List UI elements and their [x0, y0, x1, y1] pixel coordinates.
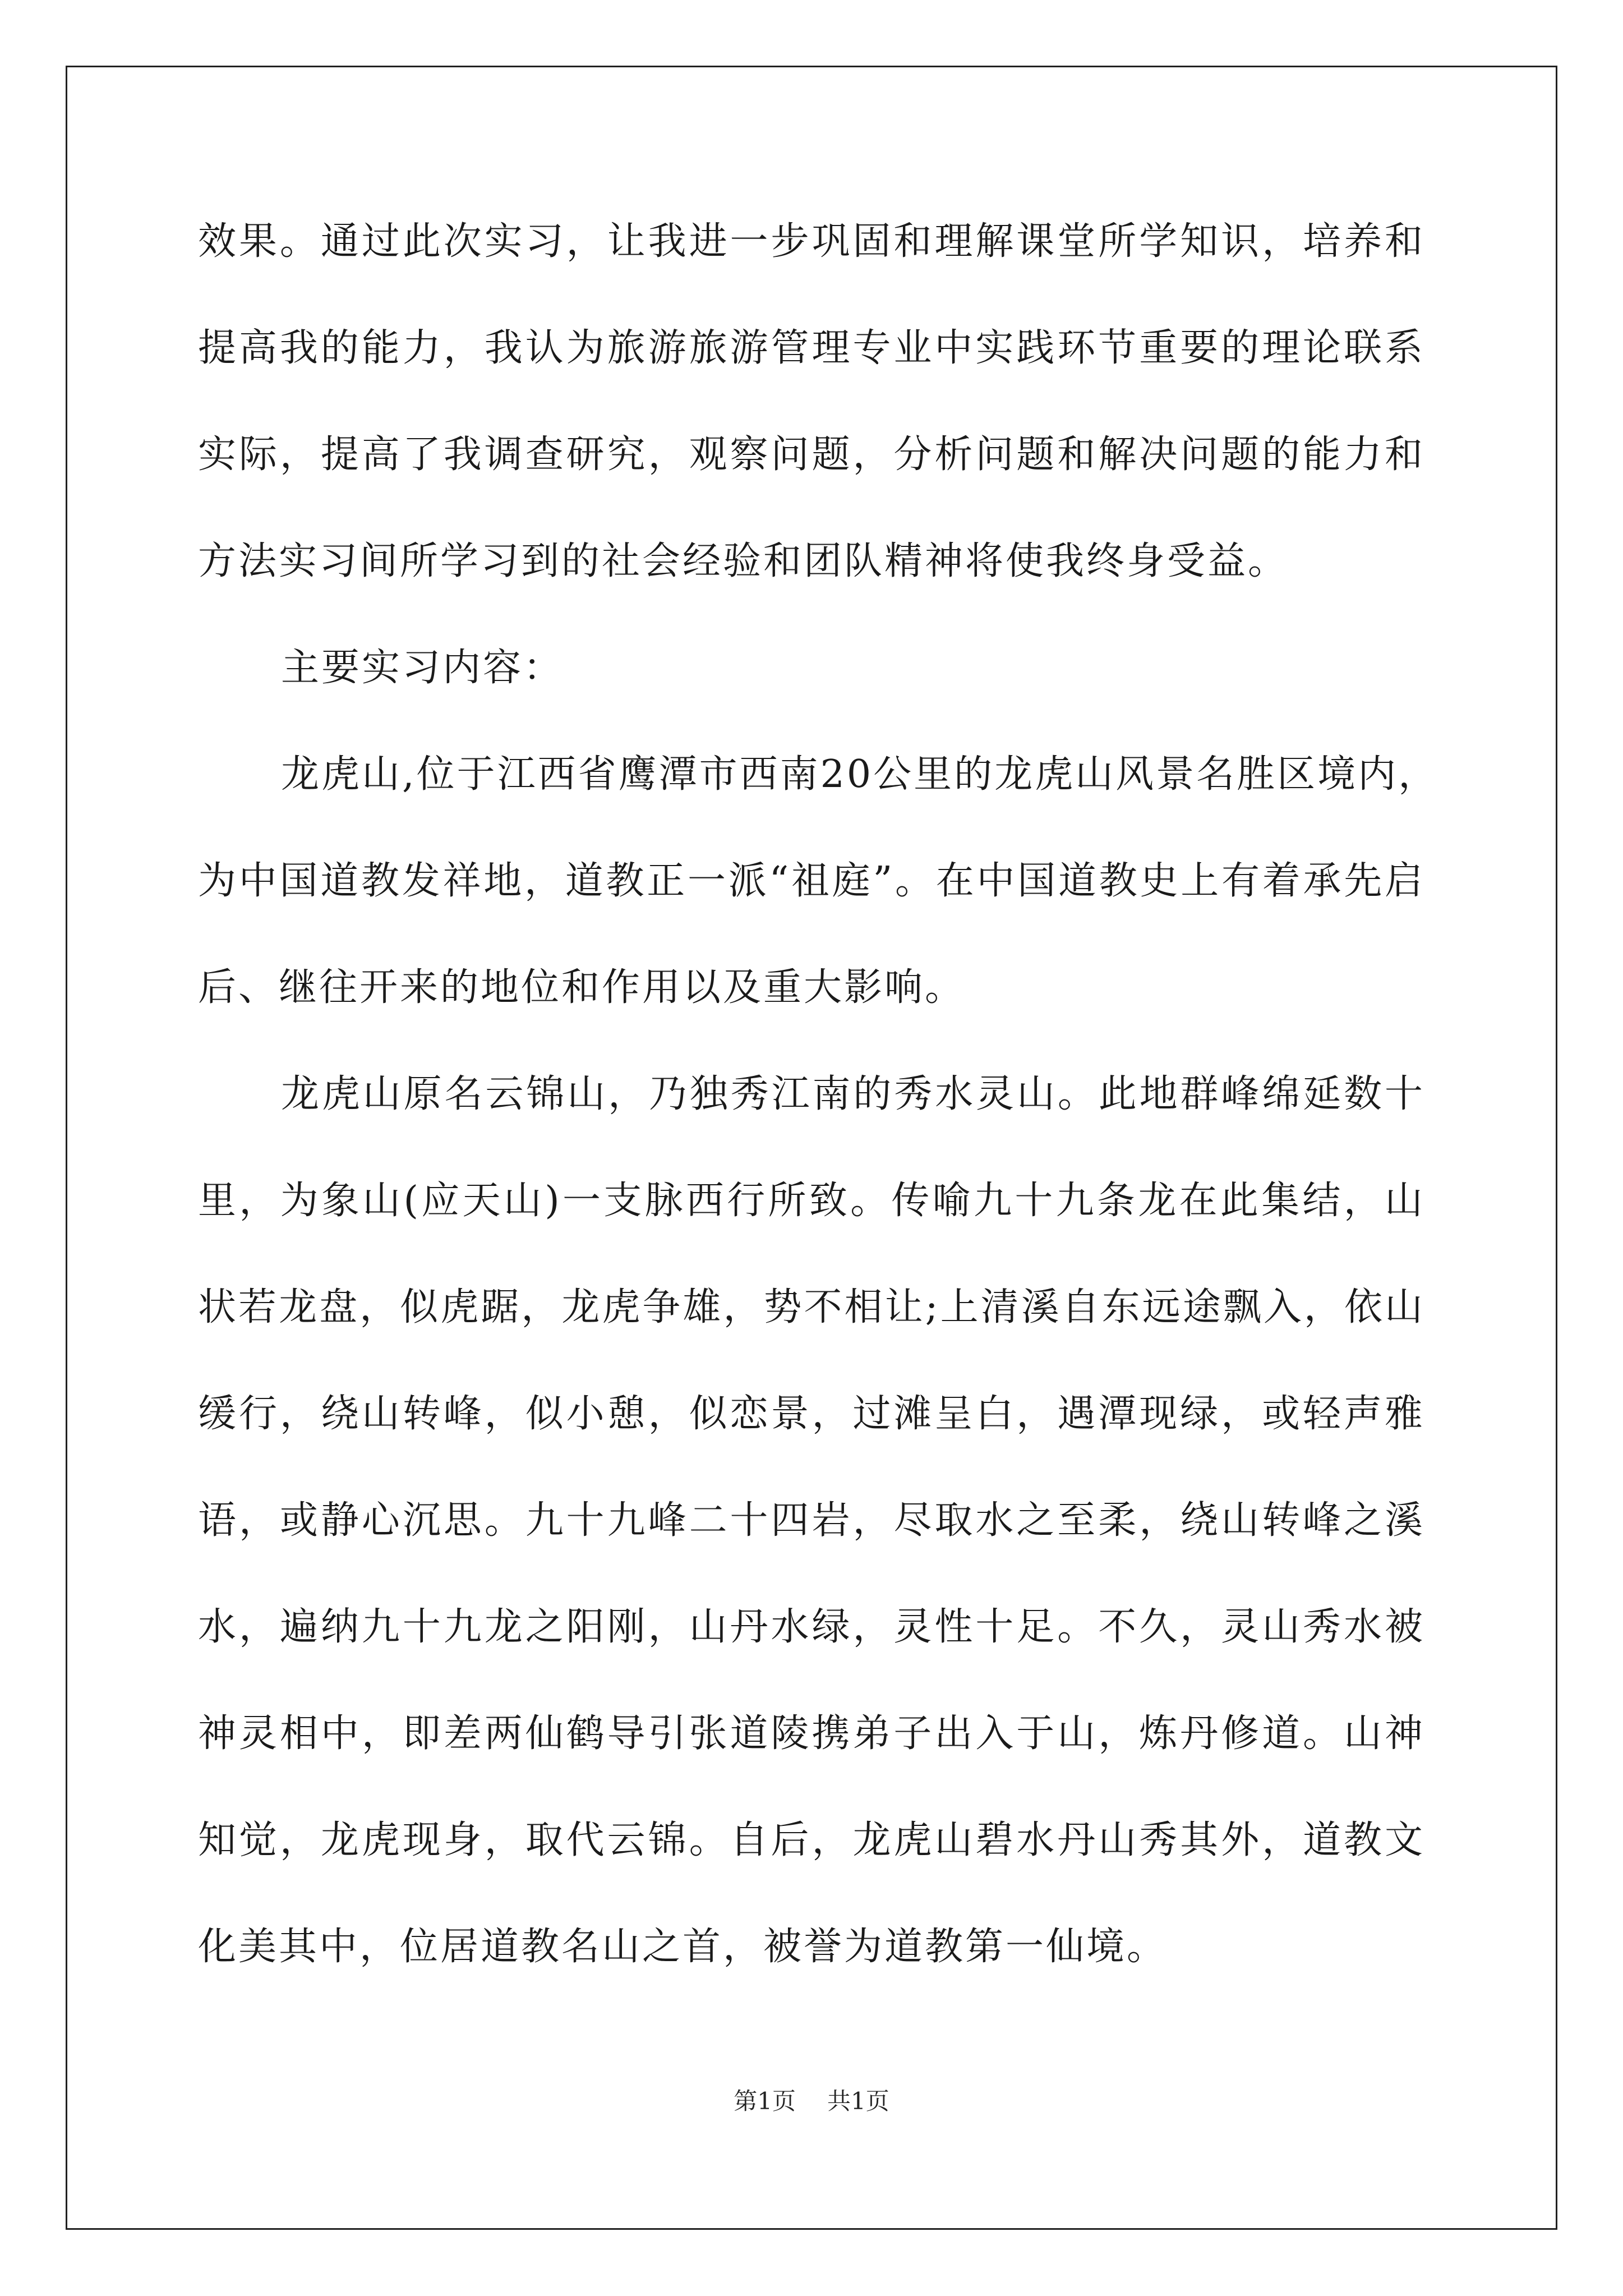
text-line: 龙虎山原名云锦山，乃独秀江南的秀水灵山。此地群峰绵延数十: [281, 1072, 1425, 1116]
page-footer: [0, 2086, 1623, 2117]
text-line: 后、继往开来的地位和作用以及重大影响。: [198, 965, 966, 1010]
text-line: 龙虎山,位于江西省鹰潭市西南20公里的龙虎山风景名胜区境内，: [281, 752, 1439, 797]
text-line: 化美其中，位居道教名山之首，被誉为道教第一仙境。: [198, 1925, 1168, 1969]
text-line: 语，或静心沉思。九十九峰二十四岩，尽取水之至柔，绕山转峰之溪: [198, 1498, 1425, 1543]
document-body: [198, 215, 1439, 2027]
text-line: 效果。通过此次实习，让我进一步巩固和理解课堂所学知识，培养和: [198, 219, 1425, 264]
text-line: 状若龙盘，似虎踞，龙虎争雄，势不相让;上清溪自东远途飘入，依山: [198, 1285, 1425, 1329]
text-line: 实际，提高了我调查研究，观察问题，分析问题和解决问题的能力和: [198, 432, 1425, 477]
section-heading: 主要实习内容：: [281, 646, 564, 690]
text-line: 提高我的能力，我认为旅游旅游管理专业中实践环节重要的理论联系: [198, 326, 1425, 370]
page-number: 第1页: [734, 2087, 796, 2115]
page-count: 共1页: [827, 2087, 889, 2115]
text-line: 缓行，绕山转峰，似小憩，似恋景，过滩呈白，遇潭现绿，或轻声雅: [198, 1392, 1425, 1436]
text-line: 神灵相中，即差两仙鹤导引张道陵携弟子出入于山，炼丹修道。山神: [198, 1711, 1425, 1756]
text-line: 为中国道教发祥地，道教正一派“祖庭”。在中国道教史上有着承先启: [198, 859, 1425, 903]
text-line: 方法实习间所学习到的社会经验和团队精神将使我终身受益。: [198, 539, 1289, 583]
text-line: 水，遍纳九十九龙之阳刚，山丹水绿，灵性十足。不久，灵山秀水被: [198, 1605, 1425, 1649]
text-line: 知觉，龙虎现身，取代云锦。自后，龙虎山碧水丹山秀其外，道教文: [198, 1818, 1425, 1862]
text-line: 里，为象山(应天山)一支脉西行所致。传喻九十九条龙在此集结，山: [198, 1179, 1425, 1223]
